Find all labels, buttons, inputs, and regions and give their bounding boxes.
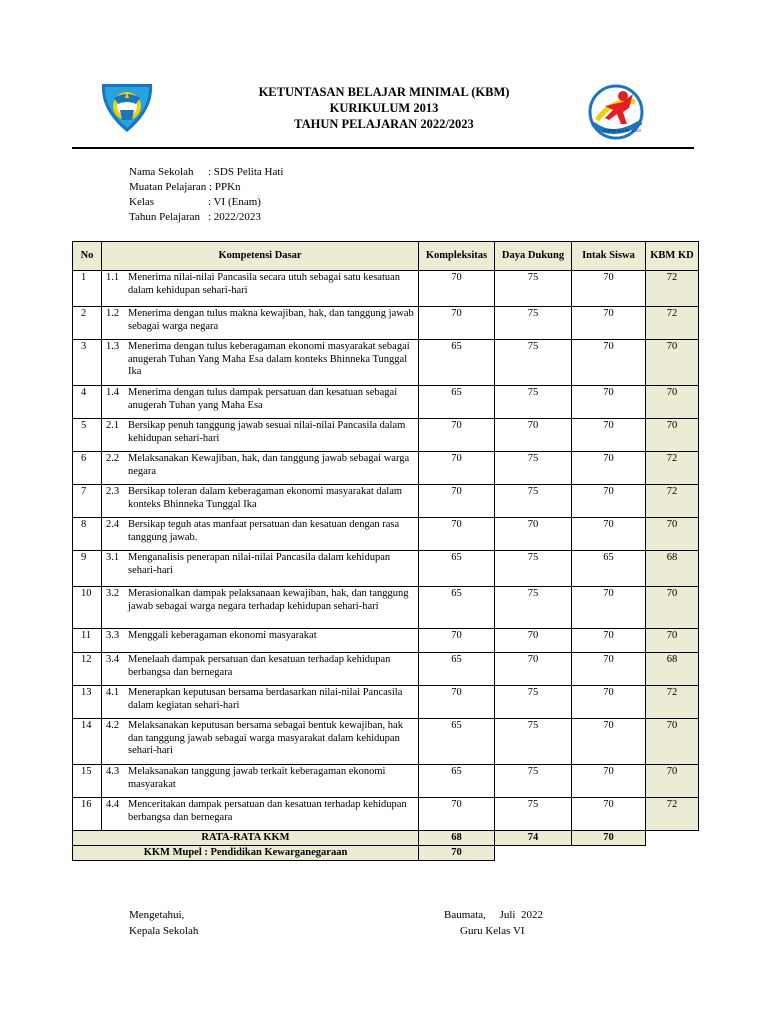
title-line1: KETUNTASAN BELAJAR MINIMAL (KBM) bbox=[258, 85, 510, 99]
cell-kompetensi bbox=[102, 340, 419, 386]
cell-daya-dukung: 75 bbox=[495, 340, 572, 386]
table-row bbox=[73, 587, 699, 629]
cell-kompetensi bbox=[102, 686, 419, 719]
title-line2: KURIKULUM 2013 bbox=[329, 101, 439, 115]
cell-kompleksitas: 65 bbox=[419, 551, 495, 587]
cell-kompleksitas: 70 bbox=[419, 452, 495, 485]
cell-daya-dukung: 75 bbox=[495, 551, 572, 587]
info-label: Kelas bbox=[129, 196, 155, 208]
signature-right bbox=[444, 907, 543, 939]
cell-no: 9 bbox=[73, 551, 102, 587]
cell-daya-dukung: 75 bbox=[495, 719, 572, 765]
col-header-daya-dukung: Daya Dukung bbox=[495, 242, 572, 271]
kd-code: 2.3 bbox=[106, 486, 120, 497]
table-body bbox=[73, 271, 699, 861]
kd-code: 3.4 bbox=[106, 654, 120, 665]
cell-intak-siswa: 70 bbox=[572, 485, 646, 518]
kd-text: Melaksanakan Kewajiban, hak, dan tanggung jawab sebagai warga negara bbox=[128, 453, 410, 477]
cell-kompleksitas: 65 bbox=[419, 587, 495, 629]
info-row-class bbox=[129, 195, 283, 210]
cell-kompetensi bbox=[102, 271, 419, 307]
cell-kompleksitas: 65 bbox=[419, 340, 495, 386]
kd-text: Menerapkan keputusan bersama berdasarkan nilai-nilai Pancasila dalam kegiatan sehari-hari bbox=[128, 687, 403, 711]
cell-intak-siswa: 70 bbox=[572, 419, 646, 452]
cell-kompleksitas: 65 bbox=[419, 765, 495, 798]
logo-right-text: KURIKULUM 2013 bbox=[603, 128, 641, 133]
cell-kbm-kd: 70 bbox=[646, 340, 699, 386]
mupel-empty bbox=[646, 846, 699, 861]
cell-kompetensi bbox=[102, 419, 419, 452]
cell-no: 7 bbox=[73, 485, 102, 518]
cell-no: 8 bbox=[73, 518, 102, 551]
sign-right-line2: Guru Kelas VI bbox=[460, 925, 525, 937]
cell-no: 5 bbox=[73, 419, 102, 452]
col-header-no: No bbox=[73, 242, 102, 271]
cell-kompetensi bbox=[102, 719, 419, 765]
table-row bbox=[73, 653, 699, 686]
document-title bbox=[0, 84, 768, 132]
school-info bbox=[129, 165, 283, 225]
cell-kbm-kd: 68 bbox=[646, 653, 699, 686]
kd-text: Melaksanakan keputusan bersama sebagai bentuk kewajiban, hak dan tanggung jawab sebagai warga masyarakat dalam kehidupan sehari-hari bbox=[128, 720, 403, 756]
kd-text: Merasionalkan dampak pelaksanaan kewajiban, hak, dan tanggung jawab sebagai warga negara terhadap kehidupan sehari-hari bbox=[128, 588, 409, 612]
title-line3: TAHUN PELAJARAN 2022/2023 bbox=[294, 117, 474, 131]
info-value: : PPKn bbox=[209, 181, 241, 193]
cell-no: 14 bbox=[73, 719, 102, 765]
cell-kbm-kd: 68 bbox=[646, 551, 699, 587]
kd-text: Menggali keberagaman ekonomi masyarakat bbox=[128, 630, 317, 641]
kd-text: Menerima nilai-nilai Pancasila secara utuh sebagai satu kesatuan dalam kehidupan sehari-hari bbox=[128, 272, 401, 296]
cell-kompetensi bbox=[102, 587, 419, 629]
cell-no: 2 bbox=[73, 307, 102, 340]
cell-intak-siswa: 70 bbox=[572, 518, 646, 551]
cell-kompetensi bbox=[102, 551, 419, 587]
info-row-school bbox=[129, 165, 283, 180]
kd-text: Bersikap teguh atas manfaat persatuan dan kesatuan dengan rasa tanggung jawab. bbox=[128, 519, 400, 543]
table-row bbox=[73, 307, 699, 340]
kd-text: Menerima dengan tulus keberagaman ekonomi masyarakat sebagai anugerah Tuhan Yang Maha Esa dalam konteks Bhinneka Tunggal Ika bbox=[128, 341, 410, 377]
kd-code: 4.2 bbox=[106, 720, 120, 731]
cell-intak-siswa: 70 bbox=[572, 340, 646, 386]
kd-text: Menelaah dampak persatuan dan kesatuan terhadap kehidupan berbangsa dan bernegara bbox=[128, 654, 391, 678]
kkm-mupel-value: 70 bbox=[419, 846, 495, 861]
cell-kbm-kd: 70 bbox=[646, 587, 699, 629]
kd-code: 1.2 bbox=[106, 308, 120, 319]
kd-code: 2.4 bbox=[106, 519, 120, 530]
cell-no: 13 bbox=[73, 686, 102, 719]
cell-intak-siswa: 70 bbox=[572, 307, 646, 340]
kd-code: 1.1 bbox=[106, 272, 120, 283]
cell-daya-dukung: 70 bbox=[495, 653, 572, 686]
cell-intak-siswa: 70 bbox=[572, 452, 646, 485]
cell-kompleksitas: 65 bbox=[419, 653, 495, 686]
kd-text: Menceritakan dampak persatuan dan kesatuan terhadap kehidupan berbangsa dan bernegara bbox=[128, 799, 407, 823]
cell-kompleksitas: 70 bbox=[419, 485, 495, 518]
kd-code: 3.1 bbox=[106, 552, 120, 563]
table-row bbox=[73, 518, 699, 551]
table-row bbox=[73, 485, 699, 518]
kd-text: Menerima dengan tulus makna kewajiban, hak, dan tanggung jawab sebagai warga negara bbox=[128, 308, 414, 332]
table-row bbox=[73, 452, 699, 485]
cell-kbm-kd: 70 bbox=[646, 719, 699, 765]
cell-kbm-kd: 72 bbox=[646, 271, 699, 307]
cell-daya-dukung: 75 bbox=[495, 485, 572, 518]
kd-code: 4.1 bbox=[106, 687, 120, 698]
cell-kbm-kd: 70 bbox=[646, 629, 699, 653]
average-empty bbox=[646, 831, 699, 846]
average-label: RATA-RATA KKM bbox=[73, 831, 419, 846]
table-row bbox=[73, 271, 699, 307]
kd-code: 4.3 bbox=[106, 766, 120, 777]
cell-kompetensi bbox=[102, 653, 419, 686]
cell-kompetensi bbox=[102, 452, 419, 485]
cell-daya-dukung: 75 bbox=[495, 765, 572, 798]
table-row bbox=[73, 340, 699, 386]
info-value: : SDS Pelita Hati bbox=[208, 166, 284, 178]
cell-kompleksitas: 70 bbox=[419, 518, 495, 551]
cell-no: 4 bbox=[73, 386, 102, 419]
table-row bbox=[73, 551, 699, 587]
kd-code: 3.2 bbox=[106, 588, 120, 599]
cell-kompetensi bbox=[102, 798, 419, 831]
kd-code: 2.2 bbox=[106, 453, 120, 464]
cell-daya-dukung: 75 bbox=[495, 452, 572, 485]
cell-no: 1 bbox=[73, 271, 102, 307]
cell-kompetensi bbox=[102, 629, 419, 653]
kd-text: Melaksanakan tanggung jawab terkait keberagaman ekonomi masyarakat bbox=[128, 766, 386, 790]
cell-daya-dukung: 75 bbox=[495, 798, 572, 831]
cell-kbm-kd: 70 bbox=[646, 765, 699, 798]
cell-kompetensi bbox=[102, 485, 419, 518]
cell-intak-siswa: 65 bbox=[572, 551, 646, 587]
table-row bbox=[73, 629, 699, 653]
cell-kompetensi bbox=[102, 765, 419, 798]
sign-left-line1: Mengetahui, bbox=[129, 909, 185, 921]
kbm-table bbox=[72, 241, 699, 861]
cell-kompleksitas: 70 bbox=[419, 271, 495, 307]
cell-daya-dukung: 75 bbox=[495, 271, 572, 307]
cell-intak-siswa: 70 bbox=[572, 719, 646, 765]
table-row bbox=[73, 798, 699, 831]
table-header-row bbox=[73, 242, 699, 271]
cell-intak-siswa: 70 bbox=[572, 686, 646, 719]
cell-kompetensi bbox=[102, 307, 419, 340]
kd-text: Bersikap toleran dalam keberagaman ekonomi masyarakat dalam konteks Bhinneka Tunggal Ika bbox=[128, 486, 403, 510]
average-kompleksitas: 68 bbox=[419, 831, 495, 846]
info-label: Muatan Pelajaran bbox=[129, 181, 207, 193]
table-row bbox=[73, 386, 699, 419]
cell-intak-siswa: 70 bbox=[572, 765, 646, 798]
cell-no: 12 bbox=[73, 653, 102, 686]
cell-intak-siswa: 70 bbox=[572, 386, 646, 419]
mupel-empty bbox=[572, 846, 646, 861]
cell-daya-dukung: 70 bbox=[495, 518, 572, 551]
table-row bbox=[73, 765, 699, 798]
cell-daya-dukung: 70 bbox=[495, 629, 572, 653]
col-header-kompetensi: Kompetensi Dasar bbox=[102, 242, 419, 271]
kkm-mupel-label: KKM Mupel : Pendidikan Kewarganegaraan bbox=[73, 846, 419, 861]
cell-no: 3 bbox=[73, 340, 102, 386]
info-row-subject bbox=[129, 180, 283, 195]
info-label: Nama Sekolah bbox=[129, 166, 194, 178]
cell-daya-dukung: 75 bbox=[495, 307, 572, 340]
kd-code: 1.4 bbox=[106, 387, 120, 398]
info-value: : VI (Enam) bbox=[208, 196, 261, 208]
cell-kbm-kd: 72 bbox=[646, 798, 699, 831]
cell-intak-siswa: 70 bbox=[572, 271, 646, 307]
kd-text: Menganalisis penerapan nilai-nilai Pancasila dalam kehidupan sehari-hari bbox=[128, 552, 391, 576]
table-row bbox=[73, 419, 699, 452]
cell-no: 16 bbox=[73, 798, 102, 831]
cell-kbm-kd: 70 bbox=[646, 386, 699, 419]
cell-kbm-kd: 70 bbox=[646, 518, 699, 551]
kd-code: 4.4 bbox=[106, 799, 120, 810]
cell-intak-siswa: 70 bbox=[572, 629, 646, 653]
col-header-kbm-kd: KBM KD bbox=[646, 242, 699, 271]
mupel-empty bbox=[495, 846, 572, 861]
average-daya-dukung: 74 bbox=[495, 831, 572, 846]
cell-intak-siswa: 70 bbox=[572, 653, 646, 686]
cell-kompetensi bbox=[102, 386, 419, 419]
info-row-year bbox=[129, 210, 283, 225]
cell-kbm-kd: 72 bbox=[646, 686, 699, 719]
signature-left bbox=[129, 907, 198, 939]
cell-kbm-kd: 72 bbox=[646, 485, 699, 518]
cell-kompleksitas: 70 bbox=[419, 629, 495, 653]
cell-daya-dukung: 70 bbox=[495, 419, 572, 452]
col-header-kompleksitas: Kompleksitas bbox=[419, 242, 495, 271]
info-label: Tahun Pelajaran bbox=[129, 211, 201, 223]
cell-kbm-kd: 72 bbox=[646, 452, 699, 485]
cell-intak-siswa: 70 bbox=[572, 798, 646, 831]
kkm-mupel-row bbox=[73, 846, 699, 861]
header-divider bbox=[72, 147, 694, 149]
kd-text: Bersikap penuh tanggung jawab sesuai nilai-nilai Pancasila dalam kehidupan sehari-hari bbox=[128, 420, 406, 444]
cell-kompleksitas: 65 bbox=[419, 386, 495, 419]
info-value: : 2022/2023 bbox=[208, 211, 261, 223]
cell-no: 10 bbox=[73, 587, 102, 629]
cell-no: 11 bbox=[73, 629, 102, 653]
cell-daya-dukung: 75 bbox=[495, 386, 572, 419]
cell-no: 6 bbox=[73, 452, 102, 485]
cell-kompleksitas: 70 bbox=[419, 686, 495, 719]
cell-daya-dukung: 75 bbox=[495, 587, 572, 629]
col-header-intak-siswa: Intak Siswa bbox=[572, 242, 646, 271]
cell-kbm-kd: 70 bbox=[646, 419, 699, 452]
cell-intak-siswa: 70 bbox=[572, 587, 646, 629]
cell-kompetensi bbox=[102, 518, 419, 551]
cell-kompleksitas: 70 bbox=[419, 798, 495, 831]
table-row bbox=[73, 686, 699, 719]
average-intak-siswa: 70 bbox=[572, 831, 646, 846]
kd-code: 1.3 bbox=[106, 341, 120, 352]
cell-kompleksitas: 70 bbox=[419, 307, 495, 340]
average-row bbox=[73, 831, 699, 846]
kd-text: Menerima dengan tulus dampak persatuan dan kesatuan sebagai anugerah Tuhan yang Maha Esa bbox=[128, 387, 398, 411]
cell-no: 15 bbox=[73, 765, 102, 798]
kd-code: 3.3 bbox=[106, 630, 120, 641]
cell-kompleksitas: 70 bbox=[419, 419, 495, 452]
cell-daya-dukung: 75 bbox=[495, 686, 572, 719]
table-row bbox=[73, 719, 699, 765]
kd-code: 2.1 bbox=[106, 420, 120, 431]
sign-right-line1: Baumata, Juli 2022 bbox=[444, 909, 543, 921]
sign-left-line2: Kepala Sekolah bbox=[129, 925, 199, 937]
cell-kbm-kd: 72 bbox=[646, 307, 699, 340]
cell-kompleksitas: 65 bbox=[419, 719, 495, 765]
